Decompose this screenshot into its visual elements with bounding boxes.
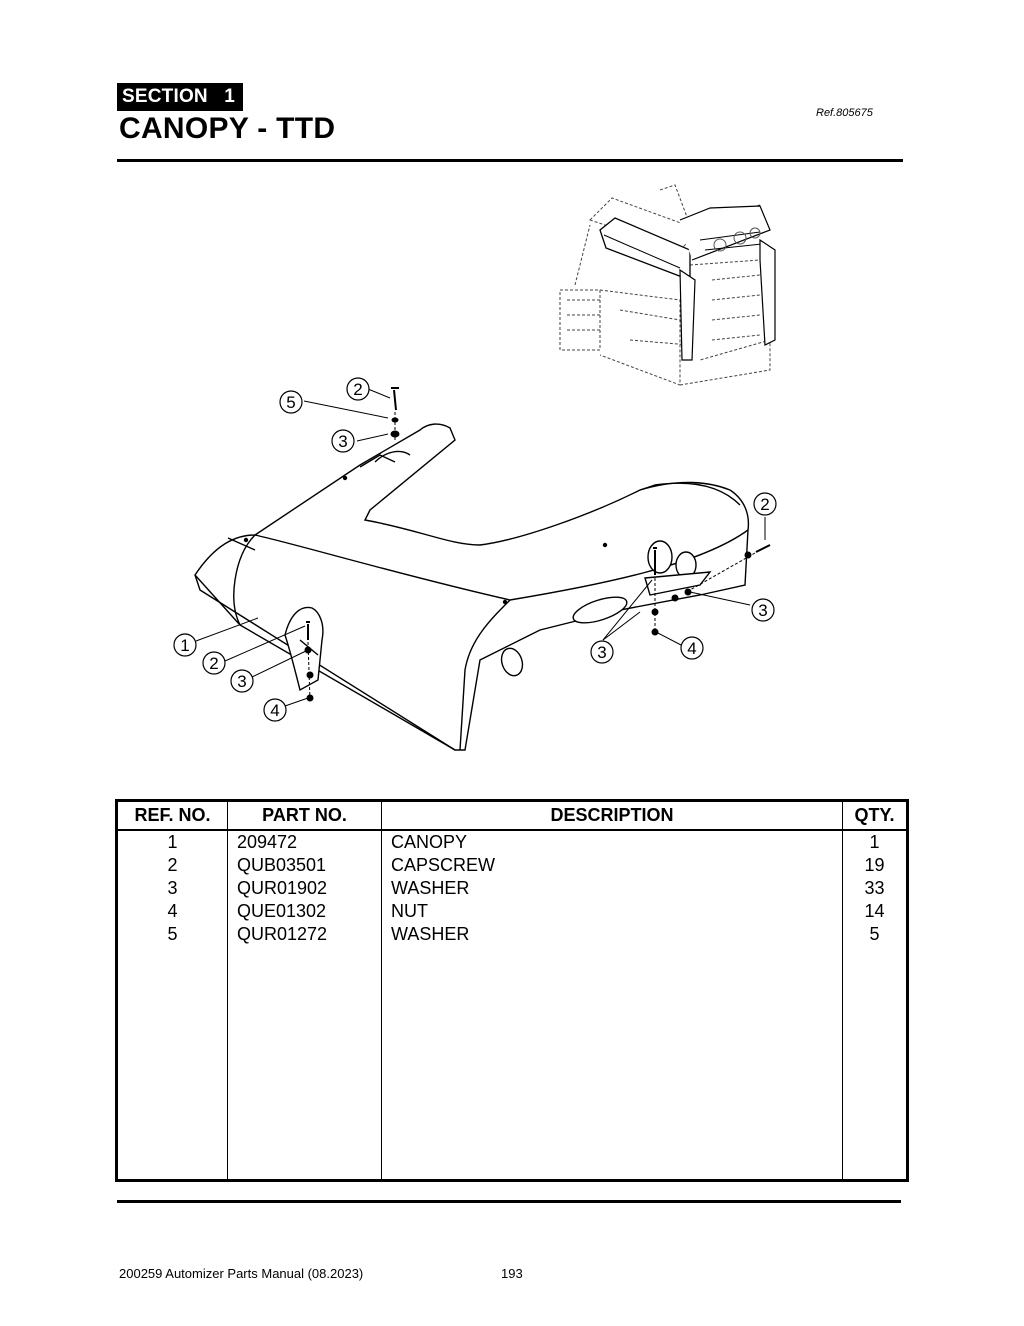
table-row [117,923,908,946]
qty-cell: 19 [843,854,908,877]
description-cell: WASHER [382,923,843,946]
svg-text:3: 3 [237,672,247,691]
reference-number: Ref.805675 [816,107,873,119]
header-ref-no: REF. NO. [117,801,228,831]
part-no-cell: QUR01902 [228,877,382,900]
callout-3-top [332,430,354,452]
callout-5 [280,391,302,413]
callout-3-right [752,599,774,621]
description-cell: CAPSCREW [382,854,843,877]
machine-overview-illustration [560,185,775,385]
callout-4-left [264,699,286,721]
header-qty: QTY. [843,801,908,831]
ref-no-cell: 4 [167,901,178,921]
footer-divider [117,1200,901,1203]
part-no-cell: 209472 [228,830,382,854]
callout-2-top [347,378,369,400]
svg-text:3: 3 [758,601,768,620]
svg-text:2: 2 [353,380,363,399]
svg-text:3: 3 [338,432,348,451]
svg-text:4: 4 [270,701,280,720]
svg-text:5: 5 [286,393,296,412]
callout-3-middle [591,641,613,663]
manual-title: 200259 Automizer Parts Manual (08.2023) [119,1266,364,1281]
part-no-cell: QUE01302 [228,900,382,923]
callout-2-left [203,652,225,674]
exploded-parts-diagram [0,170,1024,770]
header-part-no: PART NO. [228,801,382,831]
description-cell: CANOPY [382,830,843,854]
description-cell: NUT [382,900,843,923]
qty-cell: 33 [843,877,908,900]
svg-text:2: 2 [760,495,770,514]
qty-cell: 5 [843,923,908,946]
svg-text:3: 3 [597,643,607,662]
table-row [117,900,908,923]
page-title: CANOPY - TTD [119,112,336,145]
parts-list-table [115,799,909,1182]
callout-2-right [754,493,776,515]
ref-no-cell: 2 [167,855,178,875]
part-no-cell: QUB03501 [228,854,382,877]
svg-text:4: 4 [687,639,697,658]
description-cell: WASHER [382,877,843,900]
callout-3-left [231,670,253,692]
table-header-row [117,801,908,831]
section-label: SECTION 1 [117,83,243,111]
ref-no-cell: 1 [167,832,178,852]
svg-text:2: 2 [209,654,219,673]
qty-cell: 14 [843,900,908,923]
table-row [117,877,908,900]
callout-4-right [681,637,703,659]
svg-text:1: 1 [180,636,190,655]
table-filler-row [117,946,908,1181]
callout-1 [174,634,196,656]
table-row [117,854,908,877]
table-row [117,830,908,854]
header-divider [117,159,903,162]
ref-no-cell: 3 [167,878,178,898]
ref-no-cell: 5 [167,924,178,944]
qty-cell: 1 [843,830,908,854]
header-description: DESCRIPTION [382,801,843,831]
part-no-cell: QUR01272 [228,923,382,946]
page-number: 193 [501,1266,523,1281]
